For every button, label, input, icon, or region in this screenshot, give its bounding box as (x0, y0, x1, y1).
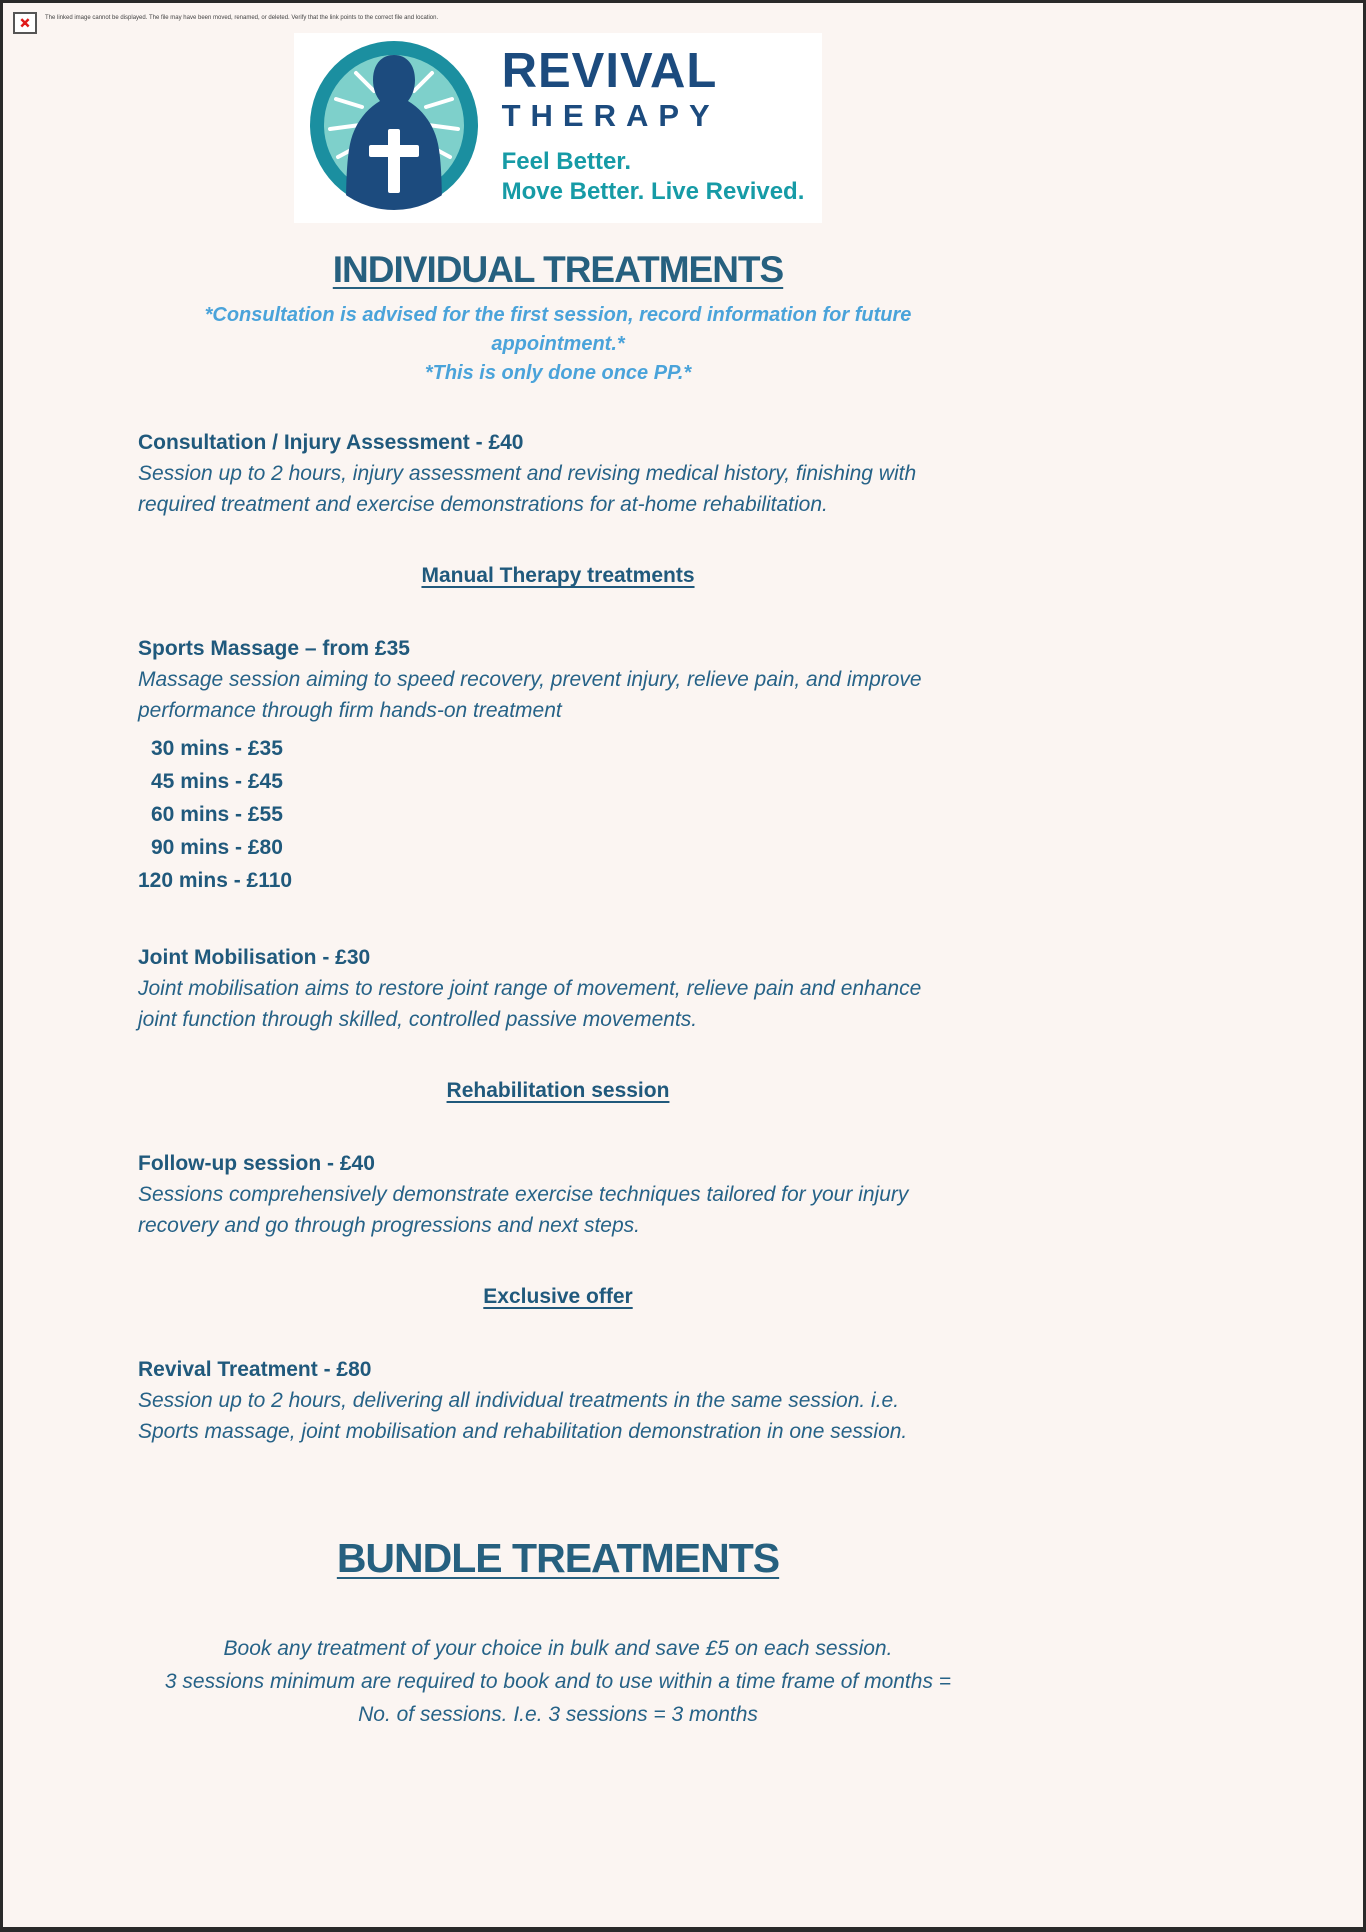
consultation-body-line1: Session up to 2 hours, injury assessment and revising medical history, finishing with (138, 462, 917, 485)
consultation-item (138, 428, 978, 520)
consultation-heading: Consultation / Injury Assessment - £40 (138, 431, 524, 454)
sports-massage-heading: Sports Massage – from £35 (138, 637, 410, 660)
follow-up-body-line2: recovery and go through progressions and next steps. (138, 1214, 640, 1237)
joint-mobilisation-body-line2: joint function through skilled, controlled passive movements. (138, 1008, 698, 1031)
brand-name-therapy: THERAPY (501, 97, 720, 133)
revival-treatment-body-line2: Sports massage, joint mobilisation and rehabilitation demonstration in one session. (138, 1420, 908, 1443)
joint-mobilisation-heading: Joint Mobilisation - £30 (138, 946, 371, 969)
exclusive-offer-section-heading: Exclusive offer (483, 1285, 633, 1308)
revival-treatment-heading: Revival Treatment - £80 (138, 1358, 372, 1381)
revival-badge-icon (304, 37, 484, 217)
price-list-item: 120 mins - £110 (138, 869, 293, 892)
document-content (138, 249, 978, 1731)
tagline-line1: Feel Better. (501, 148, 631, 176)
joint-mobilisation-item (138, 943, 978, 1035)
price-list-item: 60 mins - £55 (151, 803, 283, 826)
follow-up-item (138, 1149, 978, 1241)
price-list-item: 30 mins - £35 (151, 737, 283, 760)
tagline-line2: Move Better. Live Revived. (501, 178, 805, 206)
sports-massage-body-line2: performance through firm hands-on treatment (138, 699, 562, 722)
bundle-body-line2: 3 sessions minimum are required to book and to use within a time frame of months = (164, 1670, 952, 1693)
logo-text (501, 43, 805, 208)
consultation-note-line1: *Consultation is advised for the first session, record information for future appointment.* (204, 304, 912, 355)
rehabilitation-section-heading: Rehabilitation session (446, 1079, 670, 1102)
bundle-treatments-paragraph (138, 1632, 978, 1731)
individual-treatments-title: INDIVIDUAL TREATMENTS (332, 249, 784, 290)
bundle-body-line3: No. of sessions. I.e. 3 sessions = 3 months (358, 1703, 758, 1726)
revival-therapy-logo (294, 33, 823, 223)
sports-massage-body-line1: Massage session aiming to speed recovery, prevent injury, relieve pain, and improve (138, 668, 922, 691)
broken-image-icon (13, 12, 37, 34)
price-list-item: 45 mins - £45 (151, 770, 283, 793)
sports-massage-item (138, 634, 978, 897)
broken-image-placeholder (3, 3, 1363, 33)
red-x-icon: ❌︎ (20, 16, 30, 30)
revival-treatment-item (138, 1355, 978, 1447)
brand-name-revival: REVIVAL (501, 43, 718, 98)
bundle-treatments-title: BUNDLE TREATMENTS (336, 1535, 780, 1581)
joint-mobilisation-body-line1: Joint mobilisation aims to restore joint range of movement, relieve pain and enhance (138, 977, 922, 1000)
consultation-note-line2: *This is only done once PP.* (424, 362, 692, 384)
bundle-body-line1: Book any treatment of your choice in bulk and save £5 on each session. (223, 1637, 893, 1660)
follow-up-body-line1: Sessions comprehensively demonstrate exercise techniques tailored for your injury (138, 1183, 909, 1206)
sports-massage-price-list (138, 732, 978, 897)
revival-treatment-body-line1: Session up to 2 hours, delivering all individual treatments in the same session. i.e. (138, 1389, 900, 1412)
price-list-item: 90 mins - £80 (151, 836, 283, 859)
consultation-body-line2: required treatment and exercise demonstrations for at-home rehabilitation. (138, 493, 828, 516)
broken-image-alt-text: The linked image cannot be displayed. The file may have been moved, renamed, or deleted. Verify that the link points to the correct file and location. (45, 15, 439, 21)
follow-up-heading: Follow-up session - £40 (138, 1152, 375, 1175)
manual-therapy-section-heading: Manual Therapy treatments (421, 564, 695, 587)
logo-area (138, 33, 978, 223)
